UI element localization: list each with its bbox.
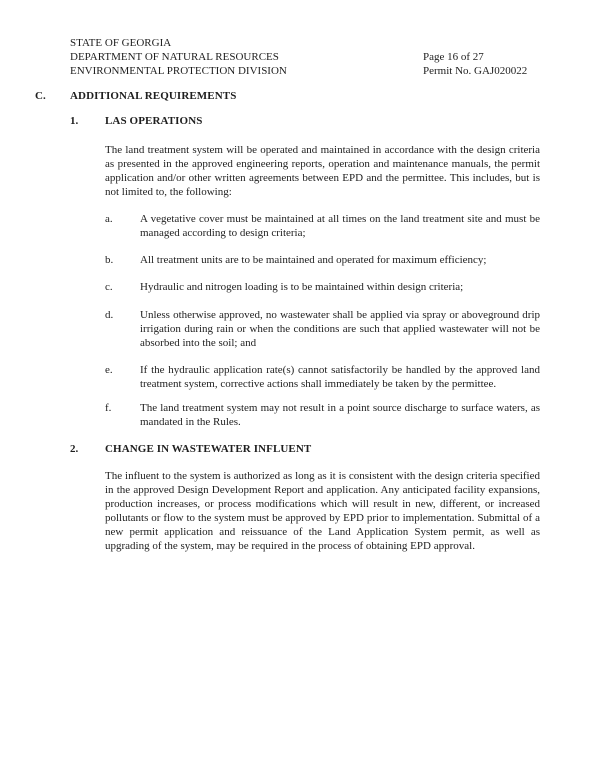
- list-item-f-text: The land treatment system may not result in a point source discharge to surface waters, as mandated in the Rules.: [140, 402, 540, 428]
- list-item-e-label: e.: [105, 364, 113, 376]
- section-c-title: ADDITIONAL REQUIREMENTS: [70, 90, 237, 102]
- subsection-1-intro-paragraph: The land treatment system will be operated and maintained in accordance with the design criteria as presented in the approved engineering reports, operation and maintenance manuals, the permit application and/or other written agreements between EPD and the permittee. This includes, but is not limited to, the following:: [105, 144, 540, 198]
- subsection-1-title: LAS OPERATIONS: [105, 115, 203, 127]
- page-number: Page 16 of 27: [423, 51, 484, 63]
- subsection-2-label: 2.: [70, 443, 79, 455]
- list-item-c: [105, 280, 540, 294]
- subsection-1-label: 1.: [70, 115, 79, 127]
- list-item-b-label: b.: [105, 254, 114, 266]
- document-header: [70, 36, 560, 78]
- subsection-1-heading: [0, 114, 600, 128]
- list-item-e-text: If the hydraulic application rate(s) cannot satisfactorily be handled by the approved land treatment system, corrective actions shall immediately be taken by the permittee.: [140, 364, 540, 390]
- list-item-d-label: d.: [105, 309, 114, 321]
- list-item-f-label: f.: [105, 402, 112, 414]
- list-item-d: [105, 308, 540, 350]
- section-c-heading: [0, 89, 600, 103]
- list-item-f: [105, 401, 540, 429]
- list-item-e: [105, 363, 540, 391]
- list-item-a: [105, 212, 540, 240]
- agency-line-state: STATE OF GEORGIA: [70, 37, 172, 49]
- list-item-b-text: All treatment units are to be maintained and operated for maximum efficiency;: [140, 254, 487, 266]
- subsection-2-title: CHANGE IN WASTEWATER INFLUENT: [105, 443, 312, 455]
- agency-line-division: ENVIRONMENTAL PROTECTION DIVISION: [70, 65, 287, 77]
- page-info-block: [423, 50, 527, 78]
- list-item-a-label: a.: [105, 213, 113, 225]
- list-item-d-text: Unless otherwise approved, no wastewater shall be applied via spray or aboveground drip irrigation during rain or when the conditions are such that applied wastewater will not be absorbed into the soil; and: [140, 309, 540, 349]
- agency-line-department: DEPARTMENT OF NATURAL RESOURCES: [70, 51, 279, 63]
- subsection-2-paragraph: The influent to the system is authorized as long as it is consistent with the design criteria specified in the approved Design Development Report and application. Any anticipated facility expansions, production increases, or process modifications which will result in new, different, or increased pollutants or flow to the system must be approved by EPD prior to implementation. Submittal of a new permit application and reissuance of the Land Application System permit, as well as upgrading of the system, may be required in the process of obtaining EPD approval.: [105, 470, 540, 552]
- permit-number: Permit No. GAJ020022: [423, 65, 528, 77]
- list-item-c-label: c.: [105, 281, 113, 293]
- list-item-c-text: Hydraulic and nitrogen loading is to be maintained within design criteria;: [140, 281, 464, 293]
- subsection-2-heading: [0, 442, 600, 456]
- list-item-a-text: A vegetative cover must be maintained at all times on the land treatment site and must be managed according to design criteria;: [140, 213, 540, 239]
- section-c-label: C.: [35, 90, 46, 102]
- list-item-b: [105, 253, 540, 267]
